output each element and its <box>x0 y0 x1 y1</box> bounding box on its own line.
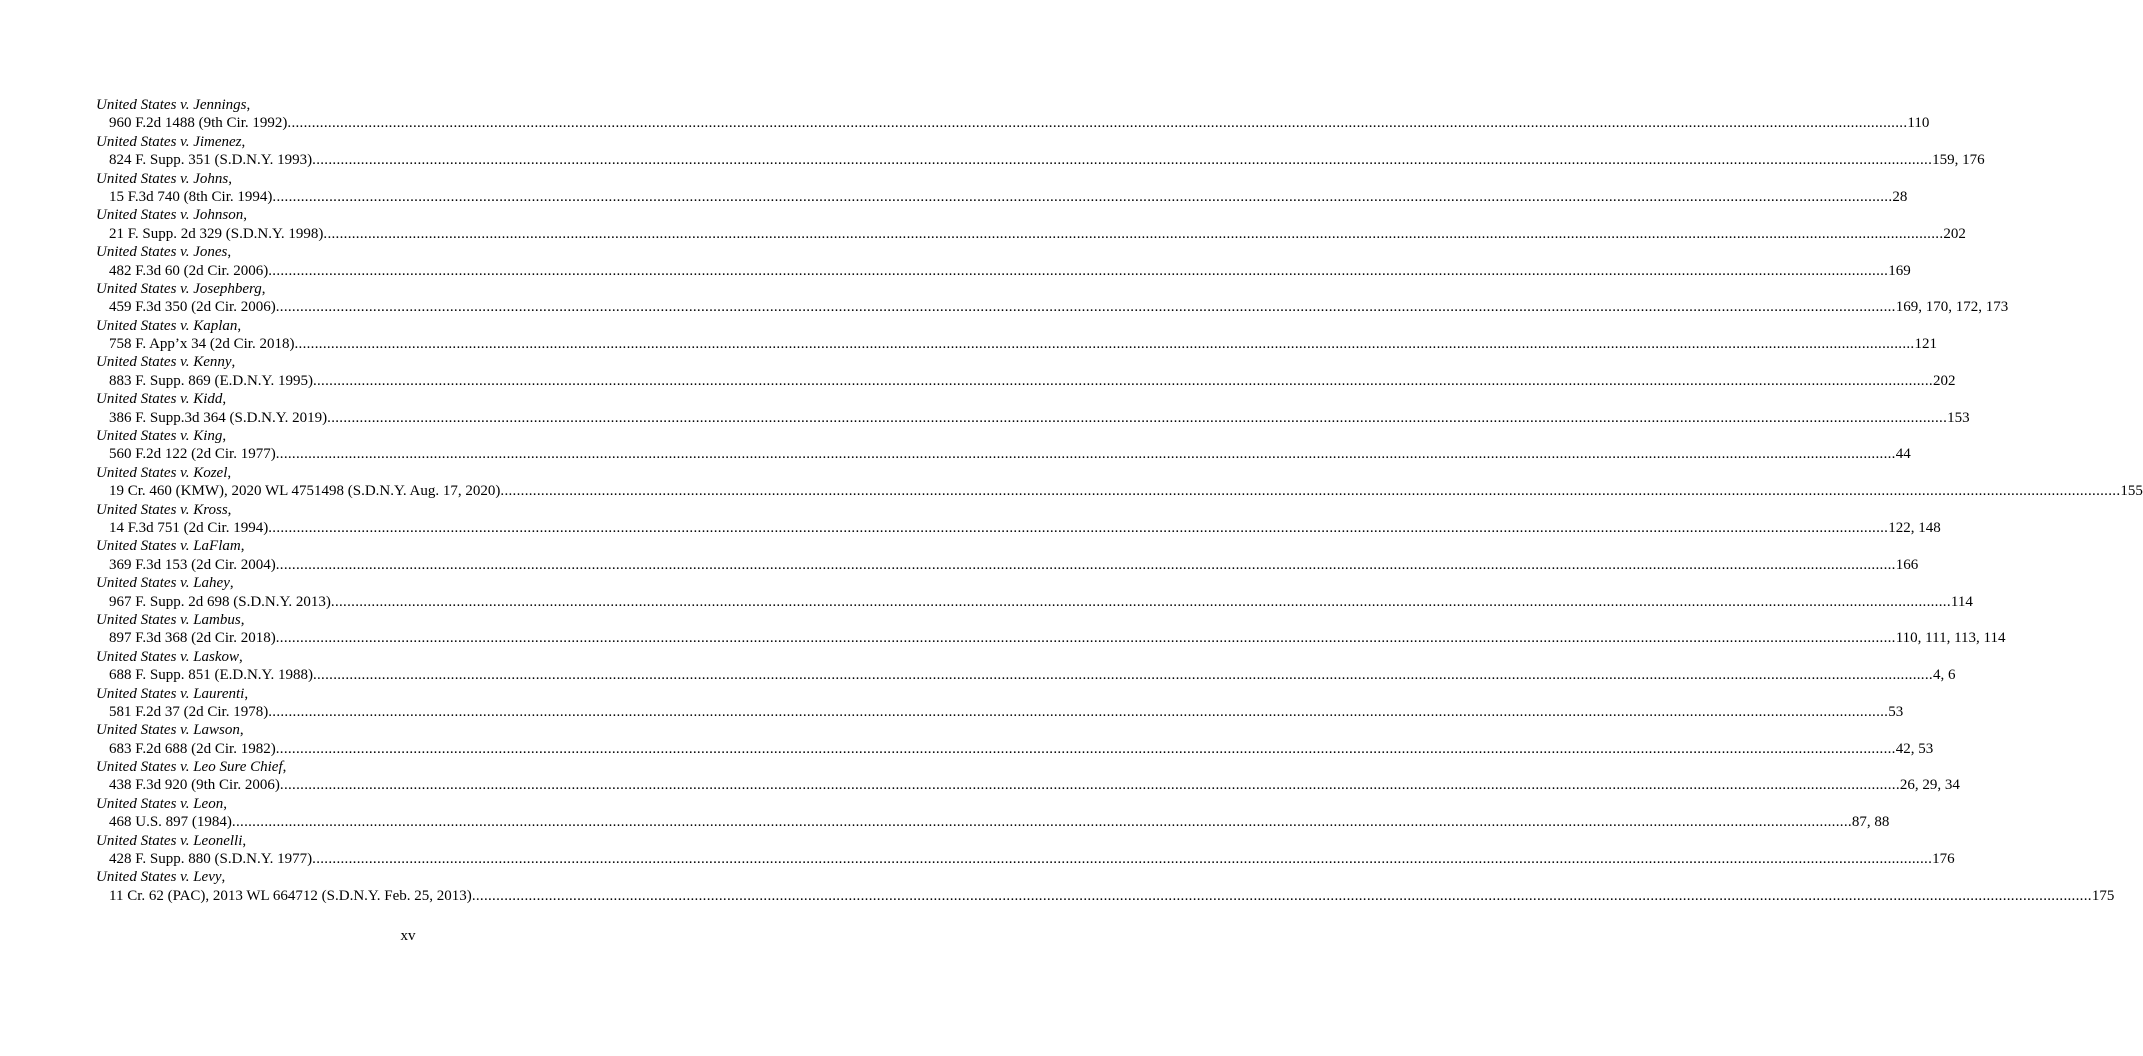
case-name: United States v. King, <box>96 428 227 445</box>
case-name: United States v. Jimenez, <box>96 133 246 150</box>
authority-entry <box>96 574 1973 611</box>
case-name-text: United States v. Kozel <box>96 464 228 481</box>
page-references: 169, 170, 172, 173 <box>1895 299 2009 316</box>
citation: 758 F. App’x 34 (2d Cir. 2018) <box>109 336 295 353</box>
case-name-text: United States v. Leo Sure Chief <box>96 759 283 776</box>
citation-line <box>96 740 1934 758</box>
citation-line <box>96 372 1956 390</box>
case-name-text: United States v. Levy <box>96 869 222 886</box>
page-references: 44 <box>1895 446 1911 463</box>
authority-entry <box>96 648 1956 685</box>
dot-leader: ................................................................................................................................................................................................................................................................................................................................................................................................................ <box>327 409 1948 426</box>
citation: 15 F.3d 740 (8th Cir. 1994) <box>109 188 273 205</box>
citation: 438 F.3d 920 (9th Cir. 2006) <box>109 777 280 794</box>
citation: 11 Cr. 62 (PAC), 2013 WL 664712 (S.D.N.Y. Feb. 25, 2013) <box>109 887 472 904</box>
citation-line <box>96 151 1985 169</box>
dot-leader: ................................................................................................................................................................................................................................................................................................................................................................................................................ <box>294 336 1915 353</box>
page-references: 166 <box>1895 556 1919 573</box>
dot-leader: ................................................................................................................................................................................................................................................................................................................................................................................................................ <box>268 703 1889 720</box>
case-name: United States v. Laurenti, <box>96 685 249 702</box>
case-name-text: United States v. Jimenez <box>96 133 242 150</box>
dot-leader: ................................................................................................................................................................................................................................................................................................................................................................................................................ <box>275 740 1896 757</box>
page-references: 42, 53 <box>1895 740 1934 757</box>
page-references: 87, 88 <box>1851 814 1890 831</box>
page-references: 121 <box>1914 336 1937 353</box>
citation-line <box>96 850 1955 868</box>
citation-line <box>96 776 1960 794</box>
authority-entry <box>96 96 1930 133</box>
dot-leader: ................................................................................................................................................................................................................................................................................................................................................................................................................ <box>275 446 1896 463</box>
case-name-text: United States v. Kenny <box>96 354 232 371</box>
citation: 967 F. Supp. 2d 698 (S.D.N.Y. 2013) <box>109 593 331 610</box>
page-references: 176 <box>1932 851 1955 868</box>
citation-line <box>96 666 1956 684</box>
citation: 459 F.3d 350 (2d Cir. 2006) <box>109 299 276 316</box>
case-name-text: United States v. Laurenti <box>96 685 245 702</box>
authority-entry <box>96 464 2143 501</box>
authority-entry <box>96 537 1919 574</box>
page-references: 169 <box>1888 262 1911 279</box>
case-name-text: United States v. Leonelli <box>96 832 243 849</box>
case-name: United States v. Lawson, <box>96 722 244 739</box>
citation: 824 F. Supp. 351 (S.D.N.Y. 1993) <box>109 152 313 169</box>
citation-line <box>96 298 2009 316</box>
case-name: United States v. Johnson, <box>96 207 247 224</box>
case-name: United States v. Lahey, <box>96 575 234 592</box>
dot-leader: ................................................................................................................................................................................................................................................................................................................................................................................................................ <box>500 483 2121 500</box>
authority-entry <box>96 611 2006 648</box>
citation-line <box>96 409 1970 427</box>
page-references: 159, 176 <box>1932 152 1985 169</box>
case-name: United States v. Laskow, <box>96 648 243 665</box>
authority-entry <box>96 317 1937 354</box>
citation-line <box>96 225 1966 243</box>
case-name-text: United States v. Jones <box>96 244 228 261</box>
citation: 688 F. Supp. 851 (E.D.N.Y. 1988) <box>109 667 313 684</box>
citation-line <box>96 556 1919 574</box>
page-number: xv <box>400 928 416 944</box>
dot-leader: ................................................................................................................................................................................................................................................................................................................................................................................................................ <box>268 519 1889 536</box>
page-references: 28 <box>1892 188 1908 205</box>
citation-line <box>96 703 1904 721</box>
page-references: 53 <box>1888 703 1904 720</box>
case-name: United States v. Kidd, <box>96 391 227 408</box>
authority-entry <box>96 832 1955 869</box>
dot-leader: ................................................................................................................................................................................................................................................................................................................................................................................................................ <box>312 152 1933 169</box>
authority-entry <box>96 133 1985 170</box>
case-name-text: United States v. Kross <box>96 501 228 518</box>
dot-leader: ................................................................................................................................................................................................................................................................................................................................................................................................................ <box>323 225 1944 242</box>
authority-entry <box>96 390 1970 427</box>
citation-line <box>96 593 1973 611</box>
citation-line <box>96 813 1890 831</box>
case-name: United States v. Jones, <box>96 244 232 261</box>
citation: 14 F.3d 751 (2d Cir. 1994) <box>109 519 269 536</box>
authority-entry <box>96 868 2115 905</box>
dot-leader: ................................................................................................................................................................................................................................................................................................................................................................................................................ <box>231 814 1852 831</box>
citation-line <box>96 335 1937 353</box>
case-name: United States v. Leo Sure Chief, <box>96 759 287 776</box>
case-name-text: United States v. King <box>96 428 223 445</box>
citation-line <box>96 114 1930 132</box>
case-name: United States v. Johns, <box>96 170 232 187</box>
authority-entry <box>96 427 1911 464</box>
citation: 428 F. Supp. 880 (S.D.N.Y. 1977) <box>109 851 313 868</box>
citation-line <box>96 482 2143 500</box>
case-name-text: United States v. Jennings <box>96 97 247 113</box>
page-references: 155 <box>2120 483 2143 500</box>
page-references: 114 <box>1950 593 1973 610</box>
case-name: United States v. Levy, <box>96 869 226 886</box>
citation-line <box>96 629 2006 647</box>
authority-entry <box>96 795 1890 832</box>
authority-entry <box>96 353 1956 390</box>
citation: 581 F.2d 37 (2d Cir. 1978) <box>109 703 269 720</box>
citation-line <box>96 188 1908 206</box>
citation: 883 F. Supp. 869 (E.D.N.Y. 1995) <box>109 372 313 389</box>
dot-leader: ................................................................................................................................................................................................................................................................................................................................................................................................................ <box>268 262 1889 279</box>
table-of-authorities <box>96 96 2143 905</box>
authority-entry <box>96 206 1966 243</box>
case-name: United States v. LaFlam, <box>96 538 245 555</box>
dot-leader: ................................................................................................................................................................................................................................................................................................................................................................................................................ <box>471 887 2092 904</box>
case-name: United States v. Leonelli, <box>96 832 247 849</box>
page-references: 202 <box>1943 225 1966 242</box>
page-references: 110 <box>1907 115 1930 132</box>
citation-line <box>96 262 1911 280</box>
page-references: 110, 111, 113, 114 <box>1895 630 2006 647</box>
authority-entry <box>96 758 1960 795</box>
citation: 468 U.S. 897 (1984) <box>109 814 232 831</box>
case-name: United States v. Lambus, <box>96 611 245 628</box>
citation: 386 F. Supp.3d 364 (S.D.N.Y. 2019) <box>109 409 328 426</box>
case-name: United States v. Kaplan, <box>96 317 242 334</box>
page-references: 122, 148 <box>1888 519 1941 536</box>
dot-leader: ................................................................................................................................................................................................................................................................................................................................................................................................................ <box>312 667 1933 684</box>
citation-line <box>96 887 2115 905</box>
citation: 560 F.2d 122 (2d Cir. 1977) <box>109 446 276 463</box>
case-name: United States v. Jennings, <box>96 97 251 113</box>
case-name-text: United States v. Lahey <box>96 575 230 592</box>
dot-leader: ................................................................................................................................................................................................................................................................................................................................................................................................................ <box>287 115 1908 132</box>
page-references: 4, 6 <box>1932 667 1956 684</box>
case-name-text: United States v. Laskow <box>96 648 240 665</box>
authority-entry <box>96 721 1934 758</box>
case-name-text: United States v. Lambus <box>96 611 241 628</box>
page-references: 26, 29, 34 <box>1899 777 1960 794</box>
case-name-text: United States v. Lawson <box>96 722 240 739</box>
dot-leader: ................................................................................................................................................................................................................................................................................................................................................................................................................ <box>275 630 1896 647</box>
authority-entry <box>96 243 1911 280</box>
citation: 369 F.3d 153 (2d Cir. 2004) <box>109 556 276 573</box>
dot-leader: ................................................................................................................................................................................................................................................................................................................................................................................................................ <box>275 299 1896 316</box>
citation-line <box>96 445 1911 463</box>
authority-entry <box>96 501 1941 538</box>
case-name-text: United States v. Leon <box>96 795 224 812</box>
dot-leader: ................................................................................................................................................................................................................................................................................................................................................................................................................ <box>279 777 1900 794</box>
citation: 683 F.2d 688 (2d Cir. 1982) <box>109 740 276 757</box>
page-references: 175 <box>2091 887 2115 904</box>
case-name-text: United States v. Johns <box>96 170 229 187</box>
authority-entry <box>96 685 1904 722</box>
dot-leader: ................................................................................................................................................................................................................................................................................................................................................................................................................ <box>275 556 1896 573</box>
citation: 19 Cr. 460 (KMW), 2020 WL 4751498 (S.D.N.Y. Aug. 17, 2020) <box>109 483 501 500</box>
case-name: United States v. Josephberg, <box>96 280 266 297</box>
case-name: United States v. Leon, <box>96 795 227 812</box>
dot-leader: ................................................................................................................................................................................................................................................................................................................................................................................................................ <box>312 851 1933 868</box>
case-name: United States v. Kozel, <box>96 464 232 481</box>
dot-leader: ................................................................................................................................................................................................................................................................................................................................................................................................................ <box>312 372 1933 389</box>
page-references: 153 <box>1947 409 1970 426</box>
dot-leader: ................................................................................................................................................................................................................................................................................................................................................................................................................ <box>272 188 1893 205</box>
case-name-text: United States v. Kidd <box>96 391 223 408</box>
case-name-text: United States v. Kaplan <box>96 317 238 334</box>
case-name-text: United States v. LaFlam <box>96 538 241 555</box>
case-name: United States v. Kenny, <box>96 354 236 371</box>
citation: 482 F.3d 60 (2d Cir. 2006) <box>109 262 269 279</box>
case-name: United States v. Kross, <box>96 501 232 518</box>
case-name-text: United States v. Josephberg <box>96 280 262 297</box>
case-name-text: United States v. Johnson <box>96 207 244 224</box>
authority-entry <box>96 170 1908 207</box>
citation-line <box>96 519 1941 537</box>
citation: 21 F. Supp. 2d 329 (S.D.N.Y. 1998) <box>109 225 324 242</box>
dot-leader: ................................................................................................................................................................................................................................................................................................................................................................................................................ <box>330 593 1951 610</box>
citation: 960 F.2d 1488 (9th Cir. 1992) <box>109 115 288 132</box>
page-references: 202 <box>1932 372 1956 389</box>
citation: 897 F.3d 368 (2d Cir. 2018) <box>109 630 276 647</box>
authority-entry <box>96 280 2009 317</box>
